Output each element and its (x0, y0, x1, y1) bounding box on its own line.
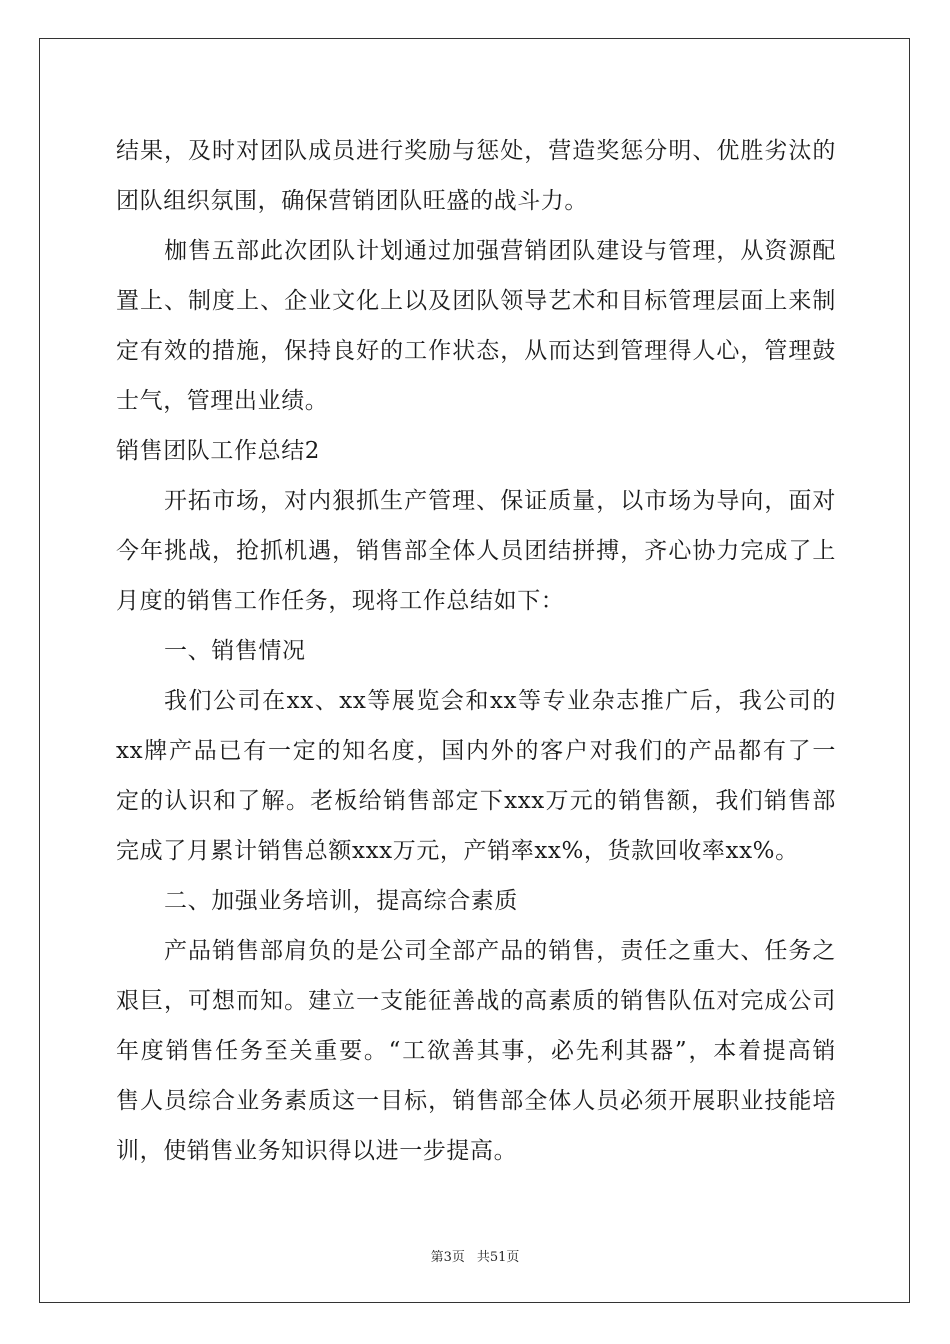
text-line: 开拓市场，对内狠抓生产管理、保证质量，以市场为导向，面对 (164, 488, 836, 514)
text-line: 士气，管理出业绩。 (116, 388, 329, 414)
text-line: 艰巨，可想而知。建立一支能征善战的高素质的销售队伍对完成公司 (116, 988, 836, 1014)
section-heading: 销售团队工作总结2 (116, 438, 321, 464)
page-footer (0, 1246, 950, 1265)
subsection-heading: 二、加强业务培训，提高综合素质 (164, 888, 518, 914)
text-line: 置上、制度上、企业文化上以及团队领导艺术和目标管理层面上来制 (116, 288, 836, 314)
subsection-heading: 一、销售情况 (164, 638, 306, 664)
text-line: xx牌产品已有一定的知名度，国内外的客户对我们的产品都有了一 (116, 738, 836, 764)
text-line: 今年挑战，抢抓机遇，销售部全体人员团结拼搏，齐心协力完成了上 (116, 538, 836, 564)
text-line: 定有效的措施，保持良好的工作状态，从而达到管理得人心，管理鼓 (116, 338, 836, 364)
text-line: 售人员综合业务素质这一目标，销售部全体人员必须开展职业技能培 (116, 1088, 836, 1114)
text-line: 团队组织氛围，确保营销团队旺盛的战斗力。 (116, 188, 588, 214)
text-line: 训，使销售业务知识得以进一步提高。 (116, 1138, 518, 1164)
text-line: 产品销售部肩负的是公司全部产品的销售，责任之重大、任务之 (164, 938, 836, 964)
text-line: 定的认识和了解。老板给销售部定下xxx万元的销售额，我们销售部 (116, 788, 836, 814)
page-count: 共51页 (476, 1250, 520, 1265)
text-line: 枷售五部此次团队计划通过加强营销团队建设与管理，从资源配 (164, 238, 836, 264)
document-body (116, 126, 836, 1176)
text-line: 月度的销售工作任务，现将工作总结如下： (116, 588, 565, 614)
text-line: 我们公司在xx、xx等展览会和xx等专业杂志推广后，我公司的 (164, 688, 836, 714)
page-number: 第3页 (430, 1250, 465, 1265)
text-line: 年度销售任务至关重要。“工欲善其事，必先利其器”，本着提高销 (116, 1038, 836, 1064)
text-line: 完成了月累计销售总额xxx万元，产销率xx%，货款回收率xx%。 (116, 838, 799, 864)
text-line: 结果，及时对团队成员进行奖励与惩处，营造奖惩分明、优胜劣汰的 (116, 138, 836, 164)
